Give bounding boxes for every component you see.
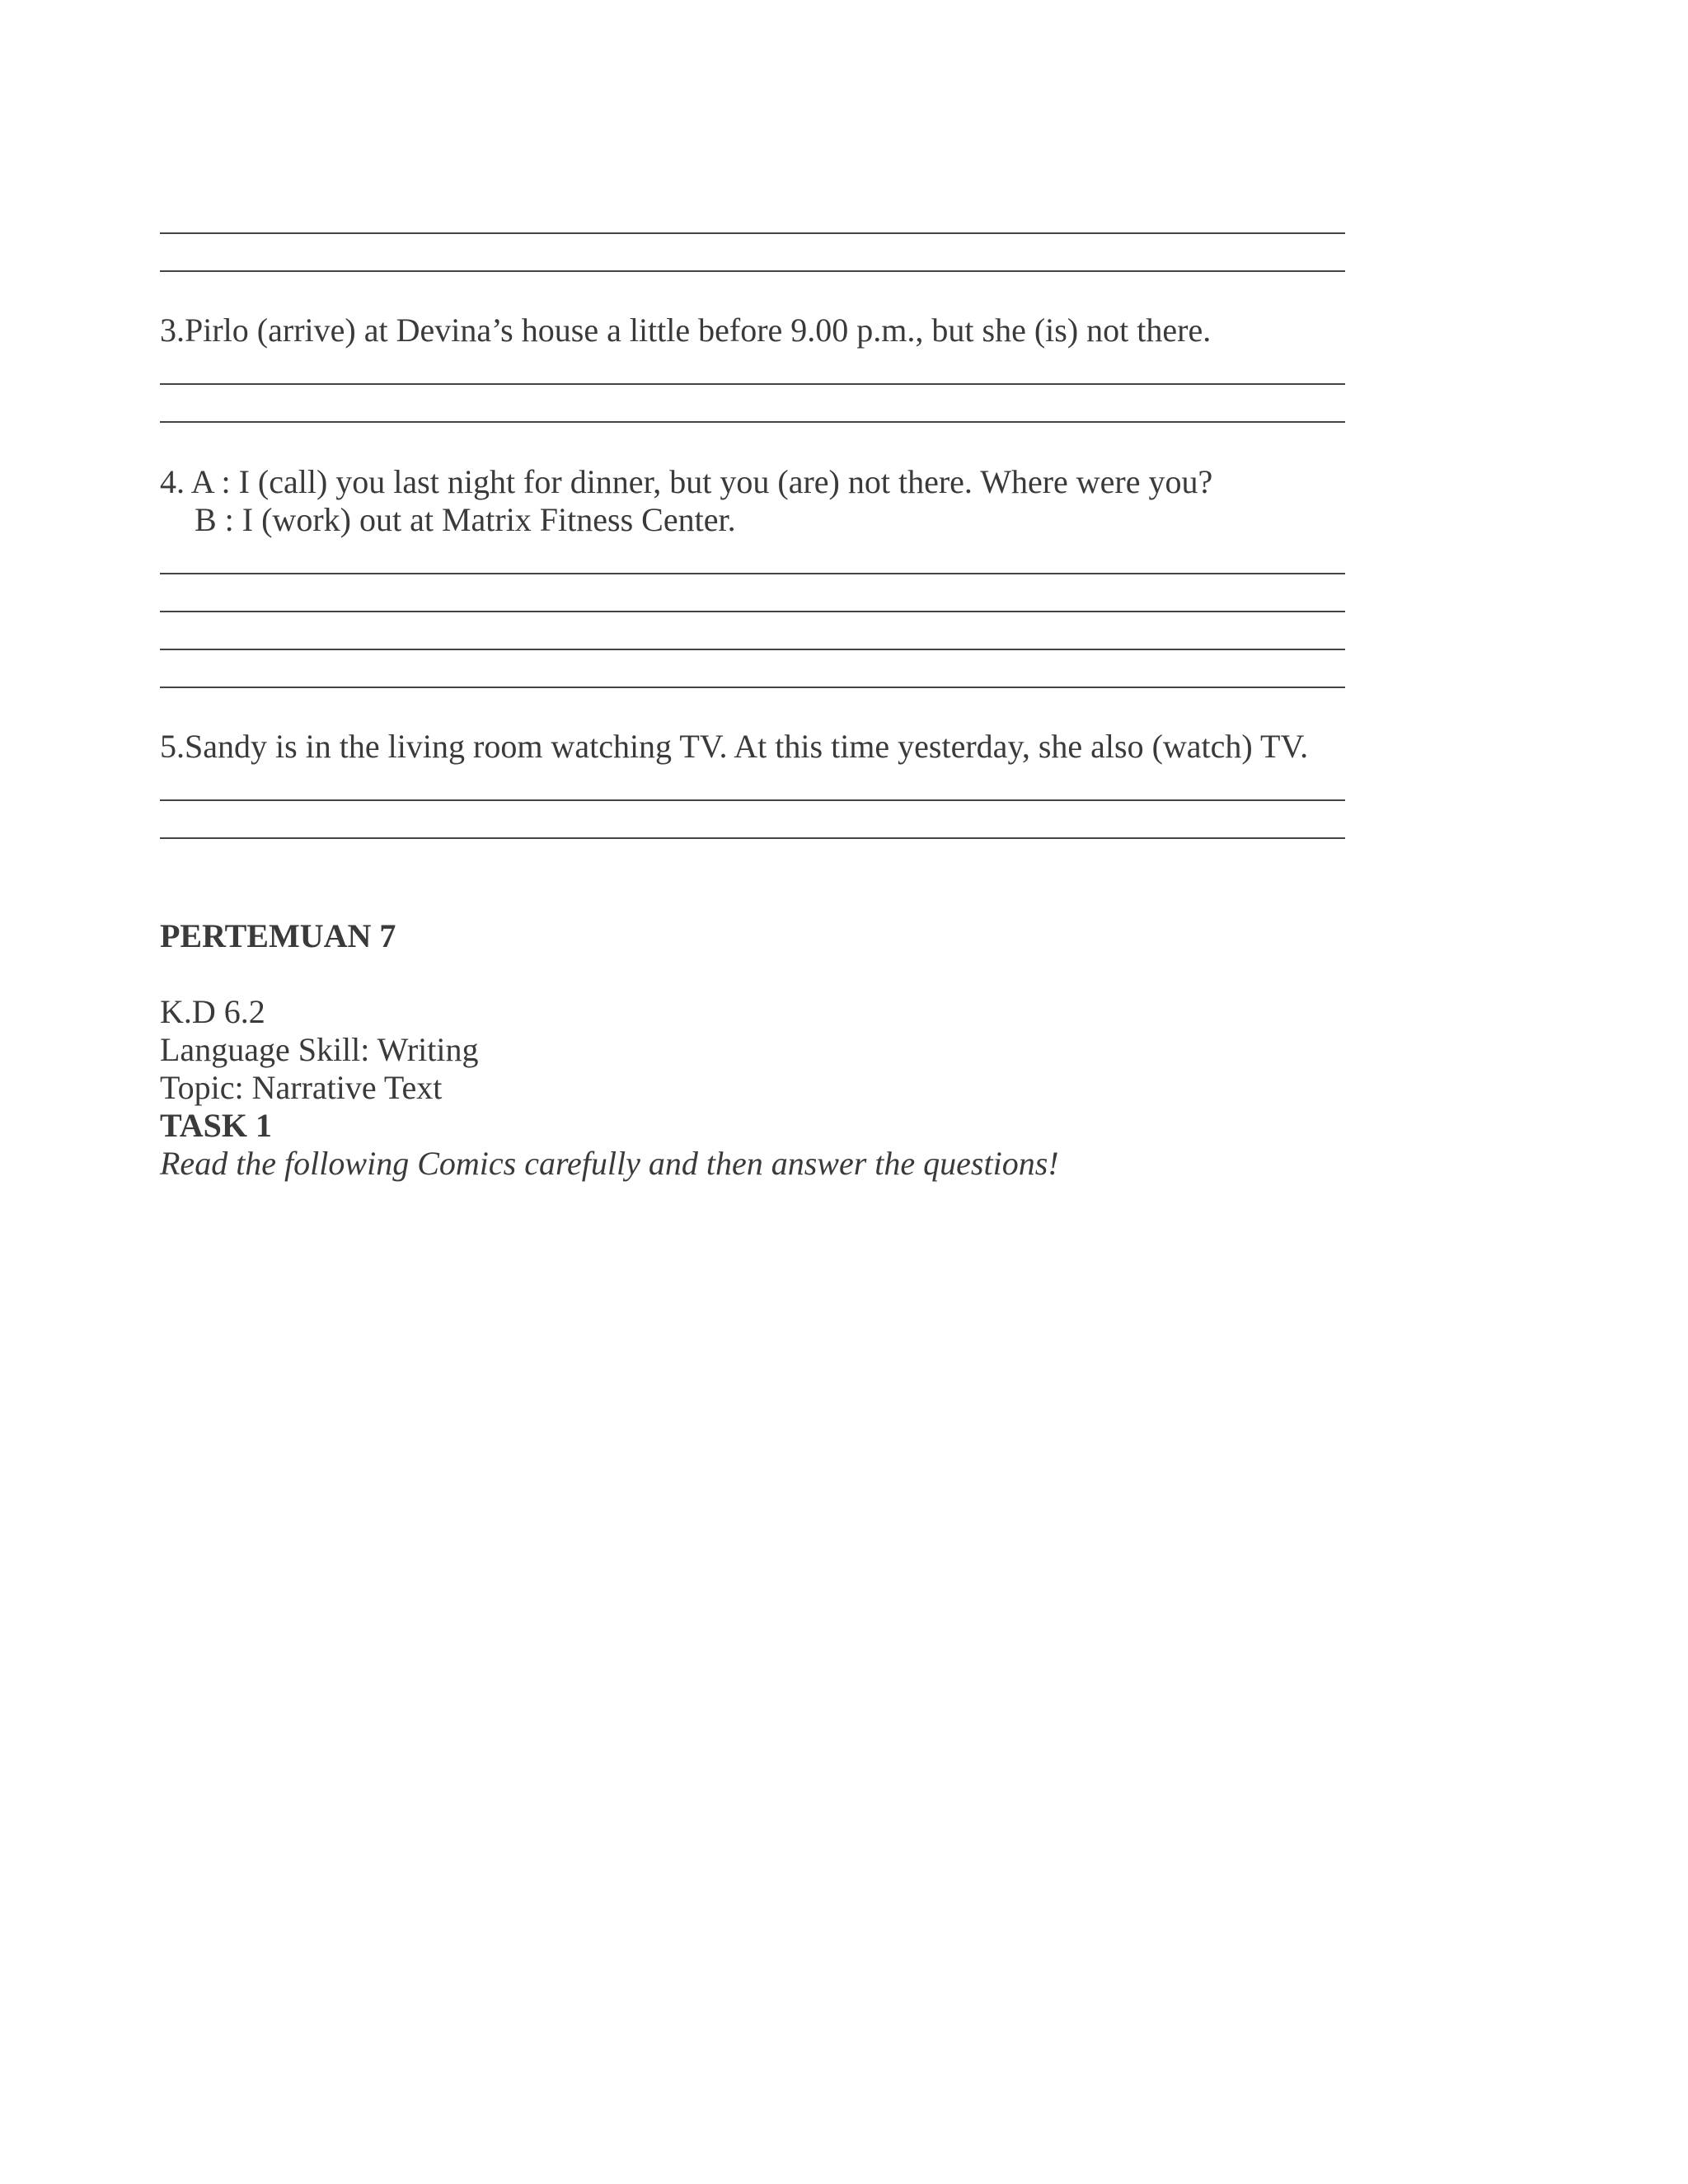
section-heading: PERTEMUAN 7: [160, 917, 396, 954]
answer-line: [160, 687, 1345, 688]
answer-line: [160, 421, 1345, 423]
answer-line: [160, 837, 1345, 839]
answer-line: [160, 649, 1345, 650]
answer-line: [160, 232, 1345, 234]
exercise-item-4-line-b: B : I (work) out at Matrix Fitness Center.: [195, 501, 736, 538]
task-instruction: Read the following Comics carefully and then answer the questions!: [160, 1145, 1059, 1182]
exercise-item-5: 5.Sandy is in the living room watching TV. At this time yesterday, she also (watch) TV.: [160, 728, 1309, 765]
topic-label: Topic: Narrative Text: [160, 1069, 443, 1106]
answer-line: [160, 611, 1345, 612]
task-heading: TASK 1: [160, 1107, 272, 1144]
language-skill-label: Language Skill: Writing: [160, 1031, 479, 1068]
answer-line: [160, 383, 1345, 385]
answer-line: [160, 799, 1345, 801]
kd-label: K.D 6.2: [160, 993, 265, 1030]
answer-line: [160, 270, 1345, 272]
exercise-item-4-line-a: 4. A : I (call) you last night for dinner, but you (are) not there. Where were you?: [160, 463, 1213, 500]
answer-line: [160, 573, 1345, 574]
exercise-item-3: 3.Pirlo (arrive) at Devina’s house a little before 9.00 p.m., but she (is) not there.: [160, 312, 1212, 349]
